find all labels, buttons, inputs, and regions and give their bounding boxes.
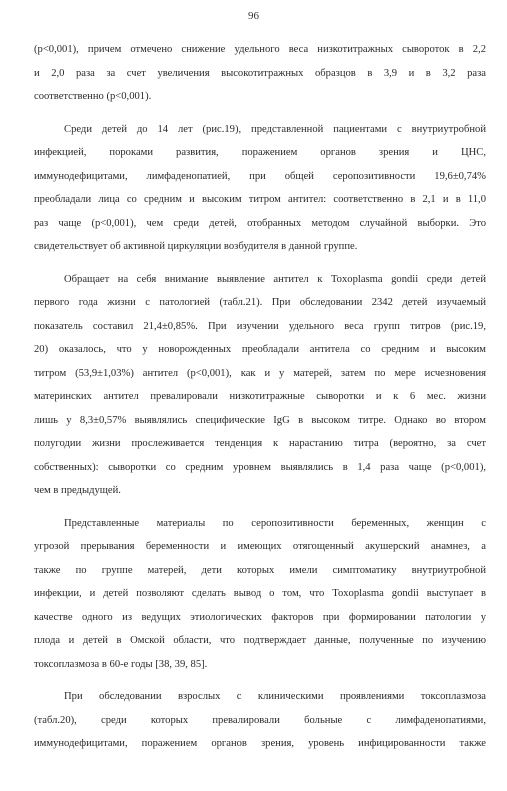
paragraph-gap: [34, 503, 486, 512]
text-line: соответственно (р<0,001).: [34, 91, 152, 102]
text-line: иммунодефицитами, поражением органов зрения, уровень инфицированности также: [34, 738, 486, 749]
text-line: раз чаще (р<0,001), чем среди детей, отобранных методом случайной выборки. Это: [34, 217, 486, 229]
text-line: полугодии жизни прослеживается тенденция к нарастанию титра (вероятно, за счет: [34, 438, 486, 449]
text-line: также по группе матерей, дети которых имели симптоматику внутриутробной: [34, 564, 486, 576]
text-line: инфекции, и детей позволяют сделать вывод о том, что Toxoplasma gondii выступает в: [34, 588, 486, 599]
paragraph: [34, 268, 486, 503]
paragraph-gap: [34, 109, 486, 118]
paragraph-gap: [34, 676, 486, 685]
text-line: первого года жизни с патологией (табл.21). При обследовании 2342 детей изучаемый: [34, 297, 486, 308]
text-line: свидетельствует об активной циркуляции возбудителя в данной группе.: [34, 241, 358, 252]
paragraph: [34, 38, 486, 109]
text-line: (р<0,001), причем отмечено снижение удельного веса низкотитражных сывороток в 2,2: [34, 44, 486, 55]
text-line: Среди детей до 14 лет (рис.19), представленной пациентами с внутриутробной: [64, 123, 486, 135]
text-line: Обращает на себя внимание выявление антител к Toxoplasma gondii среди детей: [64, 273, 486, 285]
text-line: 20) оказалось, что у новорожденных преобладали антитела со средним и высоким: [34, 344, 486, 355]
text-line: материнских антител превалировали низкотитражные сыворотки и к 6 мес. жизни: [34, 391, 486, 402]
text-line: (табл.20), среди которых превалировали больные с лимфаденопатиями,: [34, 714, 486, 726]
text-line: инфекцией, пороками развития, поражением органов зрения и ЦНС,: [34, 147, 486, 158]
paragraph: [34, 512, 486, 677]
text-line: лишь у 8,3±0,57% выявлялись специфические IgG в высоком титре. Однако во втором: [34, 414, 486, 426]
text-line: токсоплазмоза в 60-е годы [38, 39, 85].: [34, 658, 208, 670]
text-line: Представленные материалы по серопозитивности беременных, женщин с: [64, 517, 486, 529]
text-line: При обследовании взрослых с клиническими проявлениями токсоплазмоза: [64, 691, 486, 702]
paragraph: [34, 118, 486, 259]
text-line: плода и детей в Омской области, что подтверждает данные, полученные по изучению: [34, 635, 486, 646]
body-text: [34, 38, 486, 756]
text-line: преобладали лица со средним и высоким титром антител: соответственно в 2,1 и в 11,0: [34, 194, 486, 205]
page-number: 96: [248, 10, 259, 22]
text-line: угрозой прерывания беременности и имеющих отягощенный акушерский анамнез, а: [34, 541, 486, 552]
text-line: и 2,0 раза за счет увеличения высокотитражных образцов в 3,9 и в 3,2 раза: [34, 67, 486, 79]
text-line: иммунодефицитами, лимфаденопатией, при общей серопозитивности 19,6±0,74%: [34, 170, 486, 182]
text-line: показатель составил 21,4±0,85%. При изучении удельного веса групп титров (рис.19,: [34, 320, 486, 332]
text-line: собственных): сыворотки со средним уровнем выявлялись в 1,4 раза чаще (р<0,001),: [34, 461, 486, 473]
text-line: качестве одного из ведущих этиологических факторов при формировании патологии у: [34, 611, 486, 623]
text-line: чем в предыдущей.: [34, 485, 121, 496]
paragraph: [34, 685, 486, 756]
paragraph-gap: [34, 259, 486, 268]
text-line: титром (53,9±1,03%) антител (р<0,001), как и у матерей, затем по мере исчезновения: [34, 367, 486, 379]
